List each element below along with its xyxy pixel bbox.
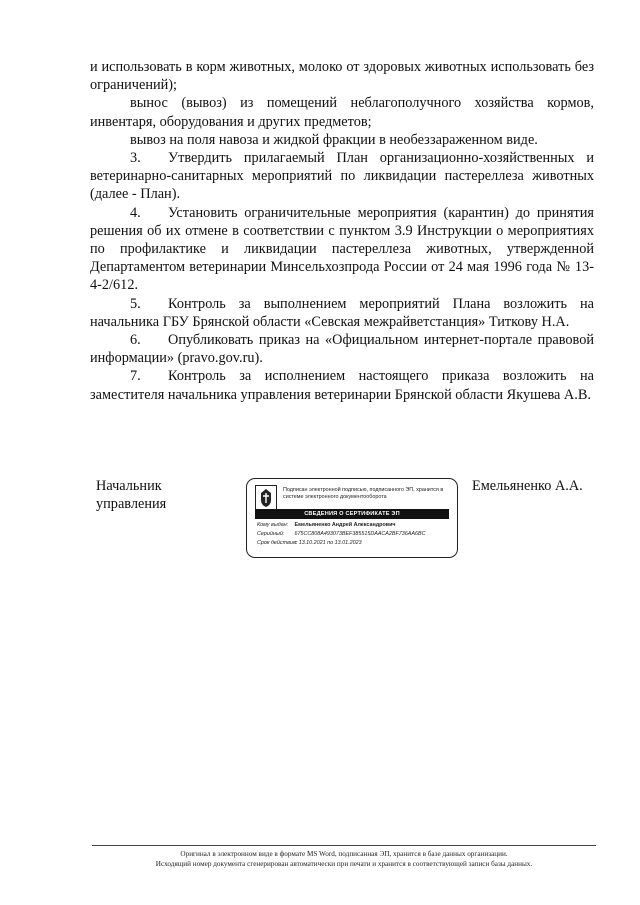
item-text: Контроль за выполнением мероприятий Плана возложить на начальника ГБУ Брянской области «Севская межрайветстанция» Титкову Н.А.: [90, 295, 594, 330]
item-number: 4.: [130, 204, 141, 221]
stamp-serial: 675CC808A493073BEF385515DAACA2BF736AA6BC: [294, 531, 426, 537]
stamp-validity: с 13.10.2021 по 13.01.2023: [294, 540, 362, 546]
paragraph-removal: вынос (вывоз) из помещений неблагополучного хозяйства кормов, инвентаря, оборудования и других предметов;: [90, 95, 594, 130]
paragraph-item-3: [90, 149, 594, 204]
coat-of-arms-icon: [255, 485, 277, 511]
item-text: Установить ограничительные мероприятия (карантин) до принятия решения об их отмене в соответствии с пунктом 3.9 Инструкции о мероприятиях по профилактике и ликвидации пастереллеза животных, утвержденной Департаментом ветеринарии Минсельхозпрода России от 24 мая 1996 года № 13-4-2/612.: [90, 204, 594, 294]
signatory-name: Емельяненко А.А.: [472, 478, 583, 494]
footer-line-2: Исходящий номер документа сгенерирован автоматически при печати и хранится в соответствующей записи базы данных.: [155, 860, 533, 868]
stamp-row-serial: [257, 530, 453, 538]
footer-divider: [92, 845, 596, 846]
item-text: Утвердить прилагаемый План организационно-хозяйственных и ветеринарно-санитарных мероприятий по ликвидации пастереллеза животных (далее - План).: [90, 150, 594, 203]
item-text: Контроль за исполнением настоящего приказа возложить на заместителя начальника управления ветеринарии Брянской области Якушева А.В.: [90, 368, 594, 403]
item-number: 3.: [130, 150, 141, 167]
stamp-caption: Подписан электронной подписью, подписанного ЭП, хранится в системе электронного документооборота: [283, 487, 444, 500]
electronic-signature-stamp: [246, 478, 458, 558]
item-number: 7.: [130, 368, 141, 385]
stamp-row-issued-to: [257, 521, 453, 529]
paragraph-manure: вывоз на поля навоза и жидкой фракции в необеззараженном виде.: [130, 131, 538, 148]
page-footer: [92, 849, 596, 869]
signatory-role-line-2: управления: [96, 496, 167, 512]
paragraph-item-6: [90, 331, 594, 367]
signatory-role-line-1: Начальник: [96, 478, 162, 494]
stamp-validity-label: Срок действия:: [257, 540, 298, 546]
stamp-serial-label: Серийный:: [257, 531, 285, 537]
document-body: [90, 58, 594, 404]
paragraph-continuation: и использовать в корм животных, молоко от здоровых животных использовать без ограничений);: [90, 59, 594, 94]
stamp-header: СВЕДЕНИЯ О СЕРТИФИКАТЕ ЭП: [255, 509, 449, 519]
paragraph-item-7: [90, 367, 594, 403]
item-number: 5.: [130, 295, 141, 312]
stamp-issued-to: Емельяненко Андрей Александрович: [294, 522, 396, 528]
signatory-role: [96, 477, 166, 513]
stamp-row-validity: [257, 539, 453, 547]
footer-line-1: Оригинал в электронном виде в формате MS Word, подписанная ЭП, хранится в базе данных организации.: [180, 850, 508, 858]
paragraph-item-4: [90, 204, 594, 295]
item-text: Опубликовать приказ на «Официальном интернет-портале правовой информации» (pravo.gov.ru).: [90, 332, 594, 367]
item-number: 6.: [130, 332, 141, 349]
paragraph-item-5: [90, 295, 594, 331]
stamp-issued-to-label: Кому выдан:: [257, 522, 289, 528]
